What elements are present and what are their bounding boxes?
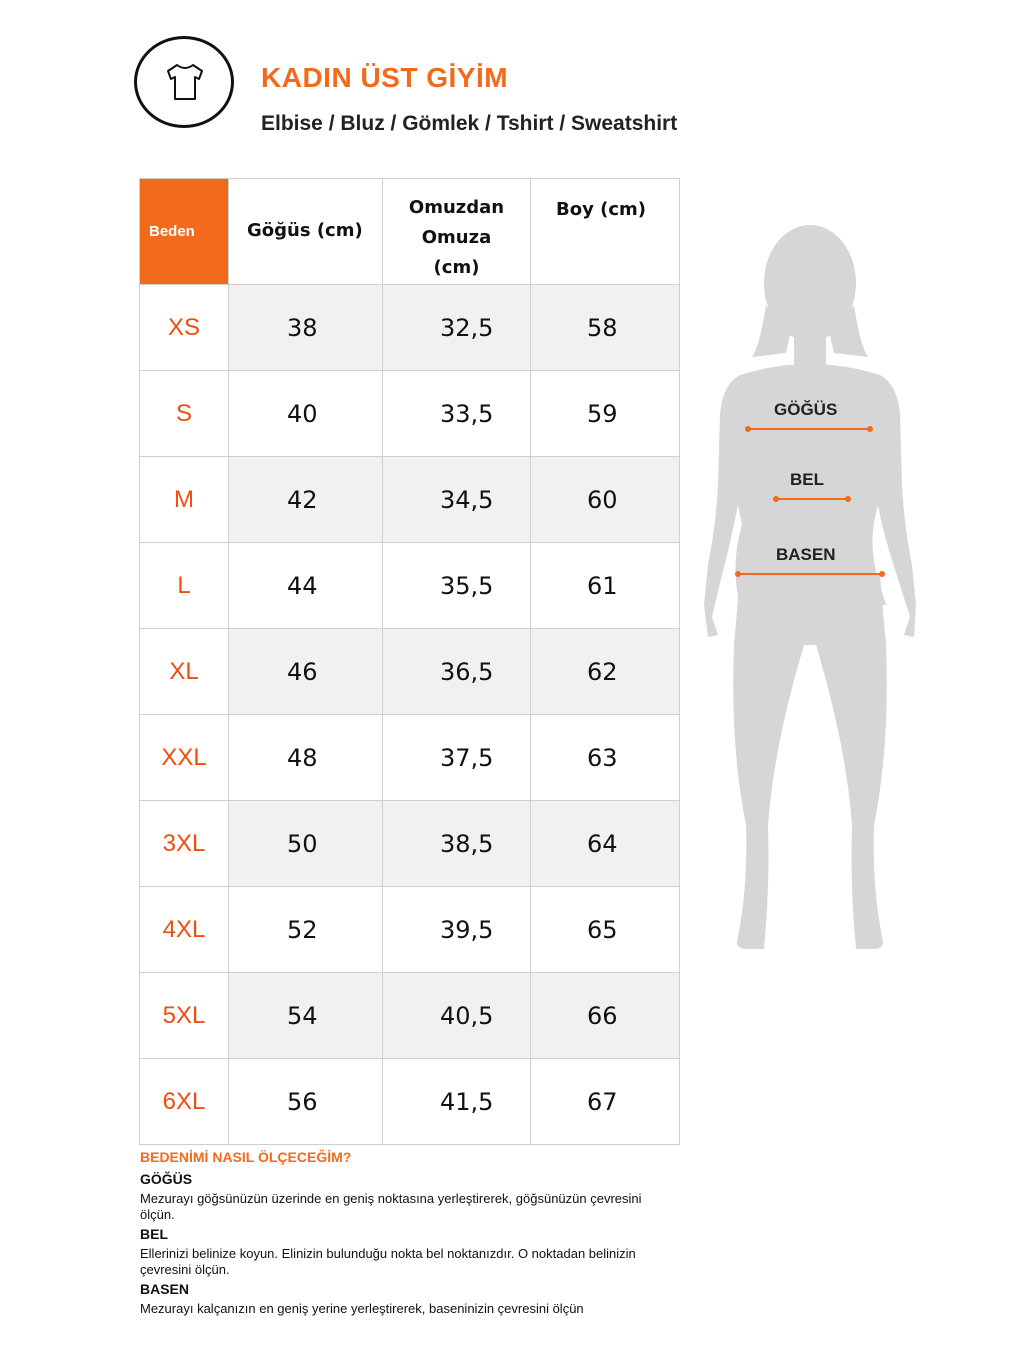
gogus-value: 38	[229, 285, 383, 371]
column-header-gogus-label: Göğüs (cm)	[247, 220, 363, 241]
column-header-beden: Beden	[140, 179, 229, 285]
omuz-value: 36,5	[383, 629, 531, 715]
omuz-value: 41,5	[383, 1059, 531, 1145]
size-label: L	[140, 543, 229, 629]
column-header-boy	[531, 179, 680, 285]
gogus-value: 50	[229, 801, 383, 887]
column-header-omuz	[383, 179, 531, 285]
gogus-value: 44	[229, 543, 383, 629]
page-title: KADIN ÜST GİYİM	[261, 62, 509, 93]
size-label: 4XL	[140, 887, 229, 973]
howto-heading-basen: BASEN	[140, 1281, 190, 1297]
body-figure	[690, 225, 930, 985]
size-label: XXL	[140, 715, 229, 801]
howto-heading-bel: BEL	[140, 1226, 168, 1242]
table-row	[140, 285, 680, 371]
column-header-omuz-label: Omuzdan Omuza (cm)	[408, 196, 505, 278]
body-silhouette-icon	[690, 225, 930, 985]
boy-value: 66	[531, 973, 680, 1059]
table-row	[140, 543, 680, 629]
gogus-value: 46	[229, 629, 383, 715]
table-row	[140, 715, 680, 801]
omuz-value: 35,5	[383, 543, 531, 629]
page-subtitle: Elbise / Bluz / Gömlek / Tshirt / Sweatshirt	[261, 112, 678, 135]
size-label: 5XL	[140, 973, 229, 1059]
size-table-body	[140, 285, 680, 1145]
gogus-value: 40	[229, 371, 383, 457]
size-label: M	[140, 457, 229, 543]
table-row	[140, 973, 680, 1059]
howto-heading-gogus: GÖĞÜS	[140, 1171, 193, 1187]
boy-value: 61	[531, 543, 680, 629]
figure-label-basen: BASEN	[776, 545, 836, 564]
boy-value: 59	[531, 371, 680, 457]
howto-text-gogus: Mezurayı göğsünüzün üzerinde en geniş noktasına yerleştirerek, göğsünüzün çevresini ölçün.	[140, 1191, 642, 1222]
boy-value: 67	[531, 1059, 680, 1145]
table-row	[140, 457, 680, 543]
omuz-value: 33,5	[383, 371, 531, 457]
boy-value: 62	[531, 629, 680, 715]
size-label: XL	[140, 629, 229, 715]
table-row	[140, 801, 680, 887]
size-label: 6XL	[140, 1059, 229, 1145]
omuz-value: 37,5	[383, 715, 531, 801]
column-header-boy-label: Boy (cm)	[556, 199, 646, 220]
table-row	[140, 629, 680, 715]
omuz-value: 34,5	[383, 457, 531, 543]
column-header-gogus	[229, 179, 383, 285]
howto-text-basen: Mezurayı kalçanızın en geniş yerine yerleştirerek, baseninizin çevresini ölçün	[140, 1301, 584, 1316]
gogus-value: 42	[229, 457, 383, 543]
omuz-value: 39,5	[383, 887, 531, 973]
boy-value: 65	[531, 887, 680, 973]
howto-title: BEDENİMİ NASIL ÖLÇECEĞİM?	[140, 1149, 352, 1165]
omuz-value: 40,5	[383, 973, 531, 1059]
gogus-value: 56	[229, 1059, 383, 1145]
omuz-value: 38,5	[383, 801, 531, 887]
boy-value: 60	[531, 457, 680, 543]
size-label: 3XL	[140, 801, 229, 887]
size-table	[139, 178, 680, 1145]
howto-text-bel: Ellerinizi belinize koyun. Elinizin bulunduğu nokta bel noktanızdır. O noktadan belinizin çevresini ölçün.	[140, 1246, 636, 1277]
table-row	[140, 887, 680, 973]
figure-label-bel: BEL	[790, 470, 824, 489]
table-row	[140, 371, 680, 457]
boy-value: 63	[531, 715, 680, 801]
omuz-value: 32,5	[383, 285, 531, 371]
size-label: XS	[140, 285, 229, 371]
gogus-value: 48	[229, 715, 383, 801]
size-label: S	[140, 371, 229, 457]
logo-badge	[134, 36, 234, 128]
gogus-value: 52	[229, 887, 383, 973]
table-row	[140, 1059, 680, 1145]
gogus-value: 54	[229, 973, 383, 1059]
figure-label-gogus: GÖĞÜS	[774, 400, 838, 419]
tshirt-icon	[163, 61, 207, 103]
boy-value: 58	[531, 285, 680, 371]
table-header-row	[140, 179, 680, 285]
boy-value: 64	[531, 801, 680, 887]
